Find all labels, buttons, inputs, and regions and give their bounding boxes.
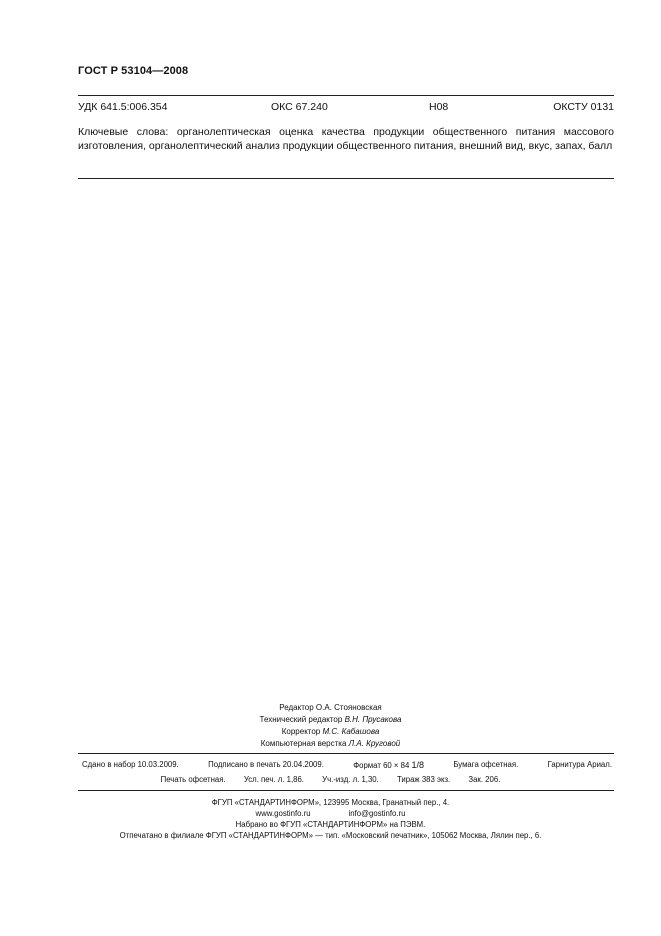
print-type: Печать офсетная. (160, 775, 226, 784)
format-fraction: 1/8 (411, 760, 424, 770)
oks-code: ОКС 67.240 (271, 101, 328, 113)
staff-credits (0, 702, 661, 750)
tech-editor-label: Технический редактор (259, 715, 343, 724)
okstu-code: ОКСТУ 0131 (553, 101, 614, 113)
layout-name: Л.А. Круговой (348, 739, 401, 748)
print-sheets: Усл. печ. л. 1,86. (243, 775, 304, 784)
corrector-label: Корректор (281, 727, 321, 736)
layout-line (0, 738, 661, 750)
imprint-divider-bottom (78, 790, 614, 791)
order-number: Зак. 206. (468, 775, 501, 784)
corrector-name: М.С. Кабашова (322, 727, 380, 736)
top-divider (78, 95, 614, 96)
font-type: Гарнитура Ариал. (547, 760, 612, 769)
publisher-block (0, 797, 661, 841)
paper-type: Бумага офсетная. (453, 760, 519, 769)
editor-label: Редактор (279, 703, 314, 712)
print-run: Тираж 383 экз. (396, 775, 451, 784)
editor-line (0, 702, 661, 714)
imprint-divider-top (78, 753, 614, 754)
publisher-address: ФГУП «СТАНДАРТИНФОРМ», 123995 Москва, Гранатный пер., 4. (211, 798, 450, 807)
format-label: Формат 60 × 84 (353, 761, 410, 770)
group-code: Н08 (429, 101, 449, 113)
pub-sheets: Уч.-изд. л. 1,30. (322, 775, 379, 784)
publisher-contacts (0, 808, 661, 819)
standard-number: ГОСТ Р 53104—2008 (78, 65, 189, 77)
signed-date: Подписано в печать 20.04.2009. (208, 760, 324, 769)
tech-editor-line (0, 714, 661, 726)
editor-name: О.А. Стояновская (315, 703, 382, 712)
publisher-website[interactable]: www.gostinfo.ru (255, 809, 311, 818)
corrector-line (0, 726, 661, 738)
udk-code: УДК 641.5:006.354 (78, 101, 168, 113)
paper-format (353, 760, 424, 770)
keywords-block (78, 125, 614, 153)
tech-editor-name: В.Н. Прусакова (344, 715, 402, 724)
keywords-divider (78, 178, 614, 179)
printed-location: Отпечатано в филиале ФГУП «СТАНДАРТИНФОРМ» — тип. «Московский печатник», 105062 Москва, Лялин пер., 6. (119, 831, 542, 840)
typeset-location: Набрано во ФГУП «СТАНДАРТИНФОРМ» на ПЭВМ. (235, 820, 426, 829)
print-info-line-2 (0, 775, 661, 784)
print-info-line-1 (82, 760, 612, 770)
classification-row (78, 101, 614, 115)
keywords-text: Ключевые слова: органолептическая оценка качества продукции общественного питания массового изготовления, органолептический анализ продукции общественного питания, внешний вид, вкус, запах, балл (78, 126, 614, 152)
layout-label: Компьютерная верстка (260, 739, 347, 748)
typeset-date: Сдано в набор 10.03.2009. (82, 760, 179, 769)
publisher-email[interactable]: info@gostinfo.ru (348, 809, 406, 818)
